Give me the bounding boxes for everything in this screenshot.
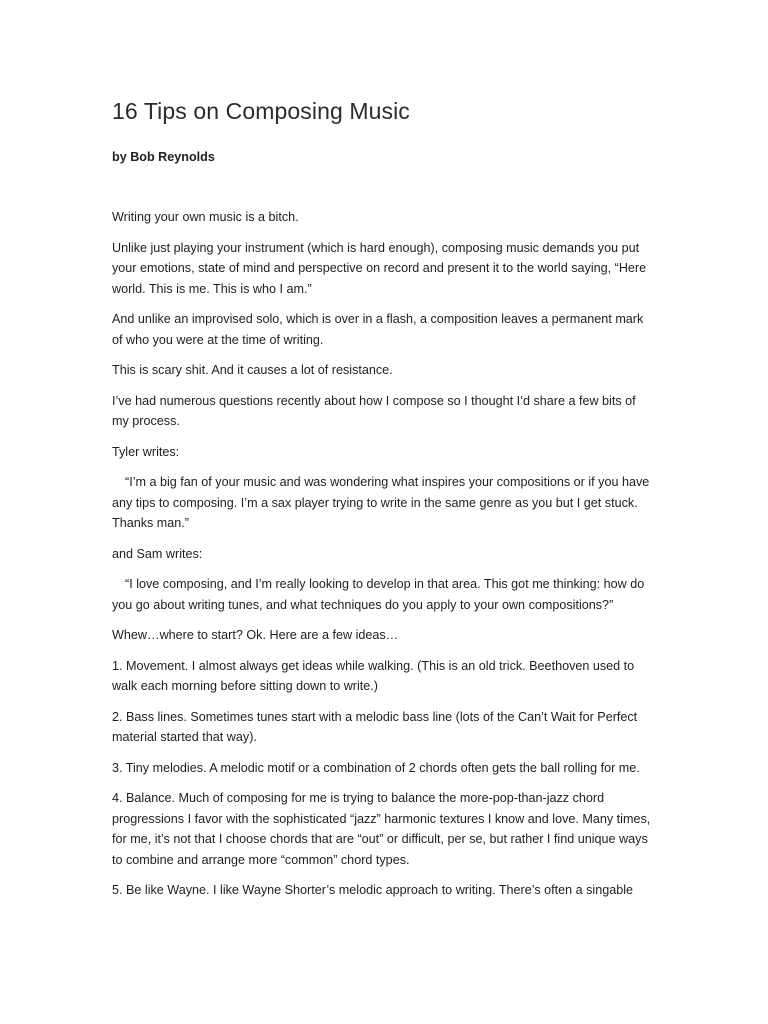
tip-5-be-like-wayne: 5. Be like Wayne. I like Wayne Shorter’s melodic approach to writing. There’s often a singable [112, 883, 634, 897]
paragraph-unlike-solo: And unlike an improvised solo, which is over in a flash, a composition leaves a permanent mark of who you were at the time of writing. [112, 312, 644, 347]
paragraph-tyler-writes: Tyler writes: [112, 444, 180, 459]
tip-2-bass-lines: 2. Bass lines. Sometimes tunes start with a melodic bass line (lots of the Can’t Wait for Perfect material started that way). [112, 709, 638, 744]
page-title: 16 Tips on Composing Music [112, 98, 410, 124]
paragraph-scary: This is scary shit. And it causes a lot of resistance. [112, 363, 393, 377]
tip-3-tiny-melodies: 3. Tiny melodies. A melodic motif or a combination of 2 chords often gets the ball rolling for me. [112, 760, 640, 775]
quote-tyler: “I’m a big fan of your music and was wondering what inspires your compositions or if you have any tips to composing. I’m a sax player trying to write in the same genre as you but I get stuck. Thanks man.” [112, 475, 650, 530]
document-page [112, 96, 652, 911]
tip-1-movement: 1. Movement. I almost always get ideas while walking. (This is an old trick. Beethoven used to walk each morning before sitting down to write.) [112, 658, 635, 693]
tip-4-balance: 4. Balance. Much of composing for me is trying to balance the more-pop-than-jazz chord progressions I favor with the sophisticated “jazz” harmonic textures I know and love. Many times, for me, it’s not that I choose chords that are “out” or difficult, per se, but rather I find unique ways to combine and arrange more “common” chord types. [112, 791, 651, 867]
paragraph-whew: Whew…where to start? Ok. Here are a few ideas… [112, 628, 399, 642]
paragraph-unlike-playing: Unlike just playing your instrument (which is hard enough), composing music demands you put your emotions, state of mind and perspective on record and present it to the world saying, “Here world. This is me. This is who I am.” [112, 240, 647, 296]
author-byline: by Bob Reynolds [112, 150, 215, 164]
paragraph-intro: Writing your own music is a bitch. [112, 210, 299, 224]
paragraph-sam-writes: and Sam writes: [112, 546, 203, 561]
paragraph-questions: I’ve had numerous questions recently about how I compose so I thought I’d share a few bits of my process. [112, 393, 636, 428]
quote-sam: “I love composing, and I’m really looking to develop in that area. This got me thinking: how do you go about writing tunes, and what techniques do you apply to your own compositions?” [112, 577, 645, 612]
